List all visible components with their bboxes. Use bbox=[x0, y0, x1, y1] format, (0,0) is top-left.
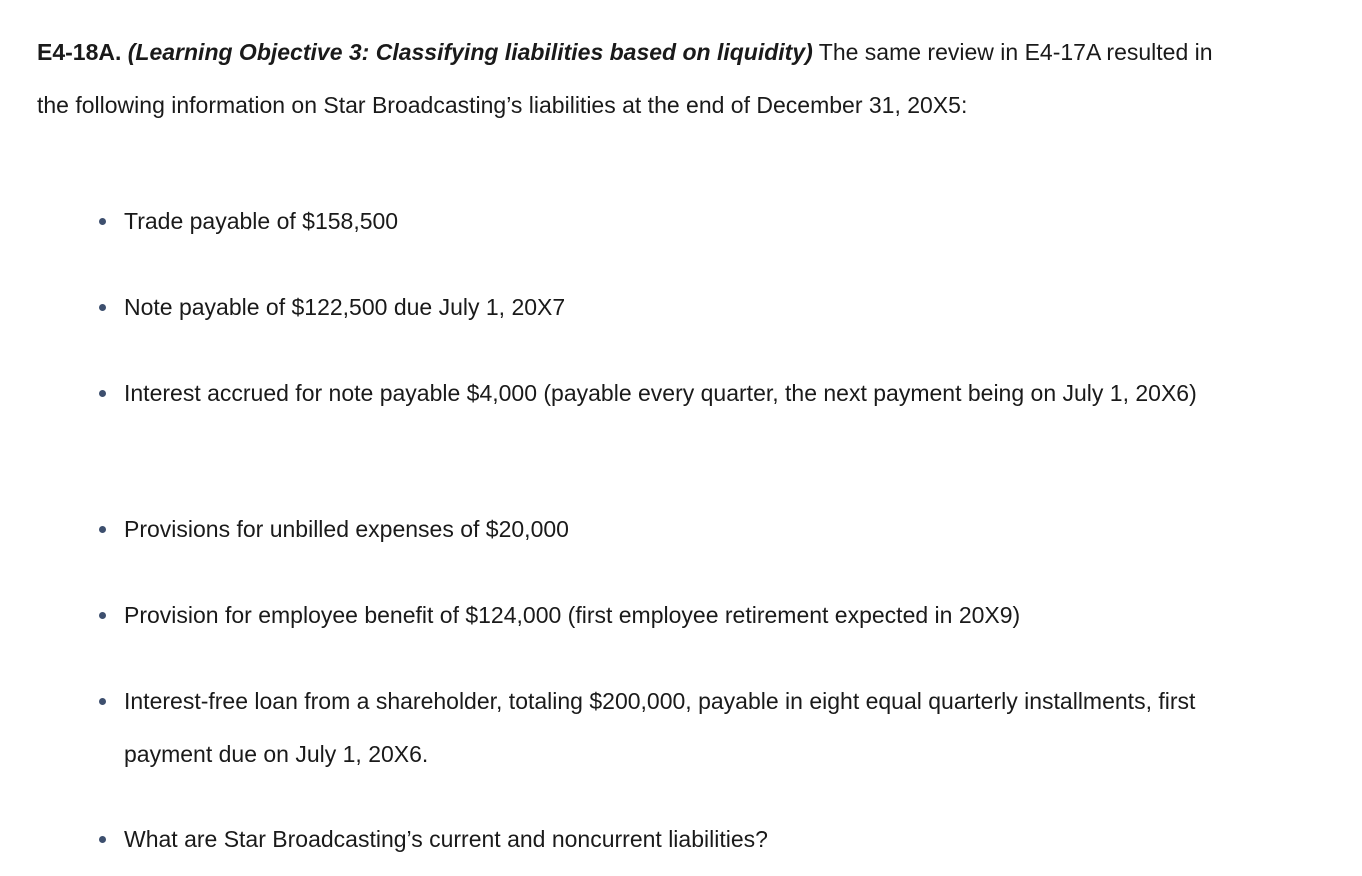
list-item bbox=[124, 195, 1234, 248]
bullet-icon bbox=[99, 218, 106, 225]
list-item bbox=[124, 503, 1234, 556]
intro-text: The same review in E4-17A resulted in the following information on Star Broadcasting’s liabilities at the end of December 31, 20X5: bbox=[37, 39, 1213, 118]
list-item-text: What are Star Broadcasting’s current and noncurrent liabilities? bbox=[124, 826, 768, 852]
list-item bbox=[124, 589, 1234, 642]
list-item bbox=[124, 367, 1234, 420]
bullet-icon bbox=[99, 304, 106, 311]
list-item bbox=[124, 813, 1234, 866]
exercise-intro bbox=[37, 26, 1237, 132]
list-item-text: Interest-free loan from a shareholder, totaling $200,000, payable in eight equal quarterly installments, first payment due on July 1, 20X6. bbox=[124, 688, 1196, 767]
bullet-icon bbox=[99, 836, 106, 843]
list-item-text: Trade payable of $158,500 bbox=[124, 208, 399, 234]
list-item-text: Provisions for unbilled expenses of $20,000 bbox=[124, 516, 569, 542]
bullet-icon bbox=[99, 390, 106, 397]
list-item bbox=[124, 281, 1234, 334]
exercise-id: E4-18A. bbox=[37, 39, 122, 65]
list-item bbox=[124, 675, 1234, 781]
list-item-text: Provision for employee benefit of $124,000 (first employee retirement expected in 20X9) bbox=[124, 602, 1021, 628]
learning-objective: (Learning Objective 3: Classifying liabilities based on liquidity) bbox=[127, 39, 813, 65]
bullet-icon bbox=[99, 612, 106, 619]
list-item-text: Note payable of $122,500 due July 1, 20X7 bbox=[124, 294, 566, 320]
bullet-icon bbox=[99, 698, 106, 705]
list-item-text: Interest accrued for note payable $4,000 (payable every quarter, the next payment being on July 1, 20X6) bbox=[124, 380, 1197, 406]
bullet-icon bbox=[99, 526, 106, 533]
